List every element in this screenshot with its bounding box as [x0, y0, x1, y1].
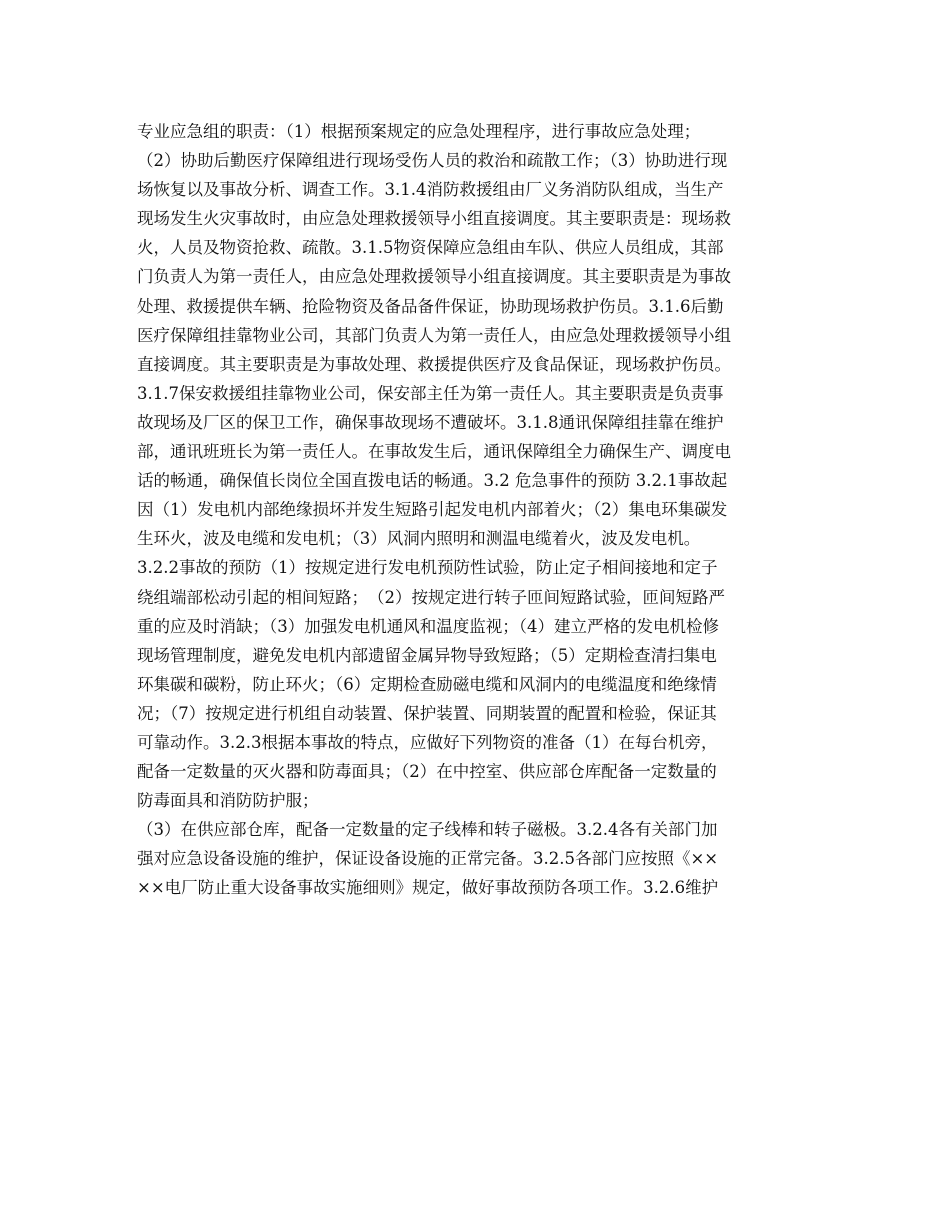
text-line: 专业应急组的职责：（1）根据预案规定的应急处理程序，进行事故应急处理；	[137, 122, 701, 141]
text-line: （3）在供应部仓库，配备一定数量的定子线棒和转子磁极。3.2.4各有关部门加	[137, 820, 718, 840]
text-line: 门负责人为第一责任人，由应急处理救援领导小组直接调度。其主要职责是为事故	[137, 267, 731, 287]
text-line: 现场管理制度，避免发电机内部遗留金属异物导致短路；（5）定期检查清扫集电	[137, 645, 717, 665]
text-line: 绕组端部松动引起的相间短路； （2）按规定进行转子匝间短路试验，匝间短路严	[137, 587, 725, 607]
text-line: 因（1）发电机内部绝缘损坏并发生短路引起发电机内部着火；（2）集电环集碳发	[137, 500, 728, 520]
text-line: 强对应急设备设施的维护，保证设备设施的正常完备。3.2.5各部门应按照《××	[137, 849, 719, 869]
text-line: 生环火，波及电缆和发电机；（3）风洞内照明和测温电缆着火，波及发电机。	[137, 529, 701, 549]
text-line: 故现场及厂区的保卫工作，确保事故现场不遭破坏。3.1.8通讯保障组挂靠在维护	[137, 412, 724, 432]
text-line: 部，通讯班班长为第一责任人。在事故发生后，通讯保障组全力确保生产、调度电	[137, 442, 731, 462]
text-line: 重的应及时消缺；（3）加强发电机通风和温度监视；（4）建立严格的发电机检修	[137, 616, 719, 636]
text-line: 现场发生火灾事故时，由应急处理救援领导小组直接调度。其主要职责是：现场救	[137, 209, 731, 229]
text-line: 医疗保障组挂靠物业公司，其部门负责人为第一责任人，由应急处理救援领导小组	[137, 325, 731, 345]
text-line: （2）协助后勤医疗保障组进行现场受伤人员的救治和疏散工作；（3）协助进行现	[137, 151, 728, 171]
text-line: 况；（7）按规定进行机组自动装置、保护装置、同期装置的配置和检验，保证其	[137, 703, 717, 723]
text-line: 3.2.2事故的预防（1）按规定进行发电机预防性试验，防止定子相间接地和定子	[137, 558, 718, 578]
text-line: 场恢复以及事故分析、调查工作。3.1.4消防救援组由厂义务消防队组成，当生产	[137, 180, 724, 200]
text-line: 防毒面具和消防防护服；	[137, 791, 319, 811]
text-line: 配备一定数量的灭火器和防毒面具；（2）在中控室、供应部仓库配备一定数量的	[137, 762, 717, 782]
text-line: 直接调度。其主要职责是为事故处理、救援提供医疗及食品保证，现场救护伤员。	[137, 354, 731, 374]
document-body	[137, 117, 827, 903]
text-line: ××电厂防止重大设备事故实施细则》规定，做好事故预防各项工作。3.2.6维护	[137, 878, 719, 898]
text-line: 火，人员及物资抢救、疏散。3.1.5物资保障应急组由车队、供应人员组成，其部	[137, 238, 724, 258]
text-line: 处理、救援提供车辆、抢险物资及备品备件保证，协助现场救护伤员。3.1.6后勤	[137, 296, 724, 316]
text-line: 环集碳和碳粉，防止环火；（6）定期检查励磁电缆和风洞内的电缆温度和绝缘情	[137, 674, 717, 694]
text-line: 可靠动作。3.2.3根据本事故的特点，应做好下列物资的准备（1）在每台机旁，	[137, 732, 718, 752]
text-line: 话的畅通，确保值长岗位全国直拨电话的畅通。3.2 危急事件的预防 3.2.1事故起	[137, 471, 728, 491]
text-line: 3.1.7保安救援组挂靠物业公司，保安部主任为第一责任人。其主要职责是负责事	[137, 383, 724, 403]
